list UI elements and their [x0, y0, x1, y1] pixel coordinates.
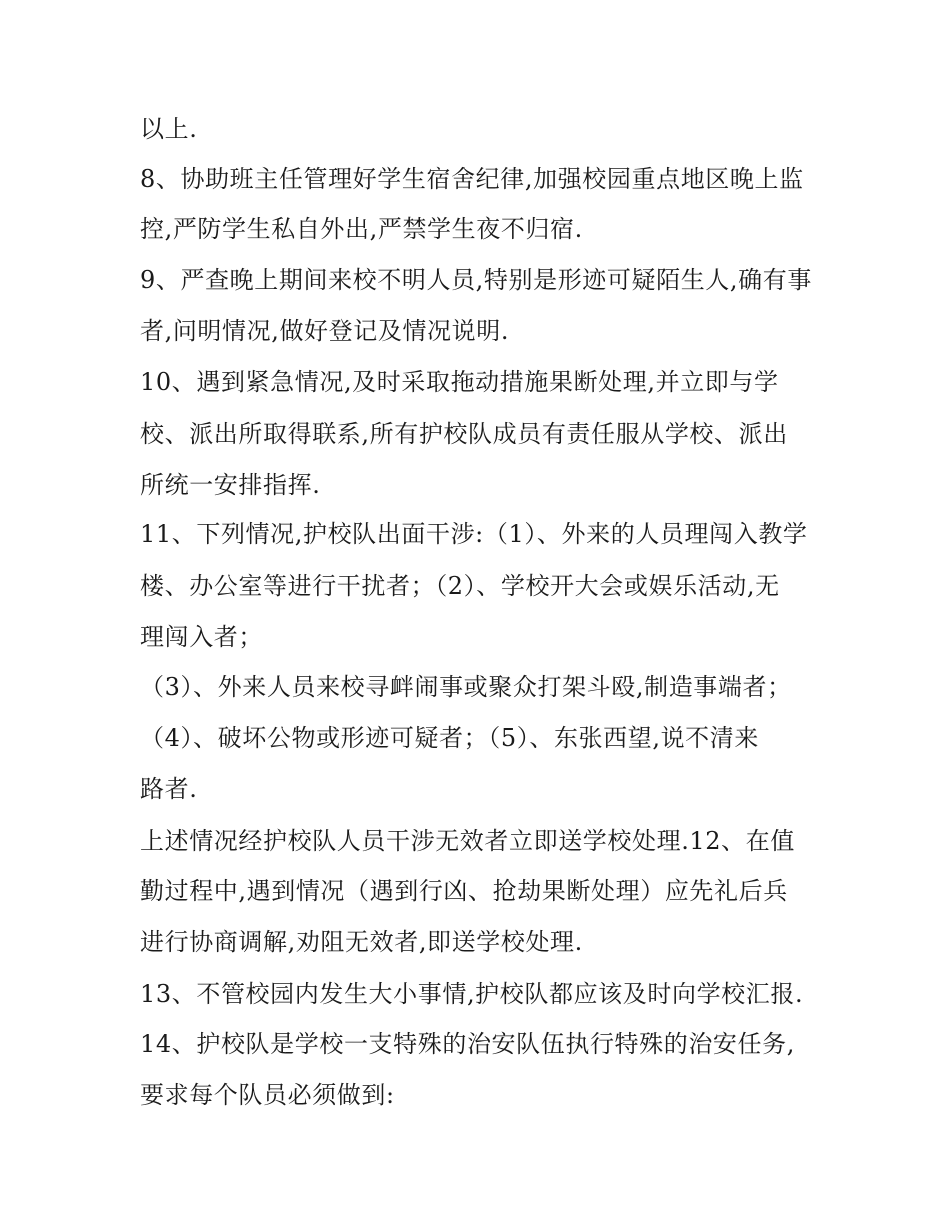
text-line: 8、协助班主任管理好学生宿舍纪律,加强校园重点地区晚上监 [140, 165, 804, 193]
text-line: 9、严查晚上期间来校不明人员,特别是形迹可疑陌生人,确有事 [140, 266, 812, 294]
text-line: 上述情况经护校队人员干涉无效者立即送学校处理.12、在值 [140, 827, 795, 855]
text-line: 理闯入者； [140, 623, 263, 651]
text-line: 所统一安排指挥. [140, 471, 321, 499]
text-line: 进行协商调解,劝阻无效者,即送学校处理. [140, 928, 583, 956]
text-line: 路者. [140, 775, 198, 803]
text-line: （3）、外来人员来校寻衅闹事或聚众打架斗殴,制造事端者； [140, 673, 792, 701]
text-line: 10、遇到紧急情况,及时采取拖动措施果断处理,并立即与学 [140, 368, 779, 396]
text-line: 校、派出所取得联系,所有护校队成员有责任服从学校、派出 [140, 420, 788, 448]
text-line: 勤过程中,遇到情况（遇到行凶、抢劫果断处理）应先礼后兵 [140, 877, 788, 905]
text-line: 以上. [140, 115, 198, 143]
text-line: （4）、破坏公物或形迹可疑者；（5）、东张西望,说不清来 [140, 724, 759, 752]
text-line: 者,问明情况,做好登记及情况说明. [140, 317, 510, 345]
text-line: 11、下列情况,护校队出面干涉:（1）、外来的人员理闯入教学 [140, 520, 808, 548]
text-line: 控,严防学生私自外出,严禁学生夜不归宿. [140, 215, 583, 243]
text-line: 要求每个队员必须做到: [140, 1081, 395, 1109]
text-line: 14、护校队是学校一支特殊的治安队伍执行特殊的治安任务, [140, 1030, 795, 1058]
text-line: 楼、办公室等进行干扰者；（2）、学校开大会或娱乐活动,无 [140, 572, 780, 600]
text-line: 13、不管校园内发生大小事情,护校队都应该及时向学校汇报. [140, 980, 804, 1008]
